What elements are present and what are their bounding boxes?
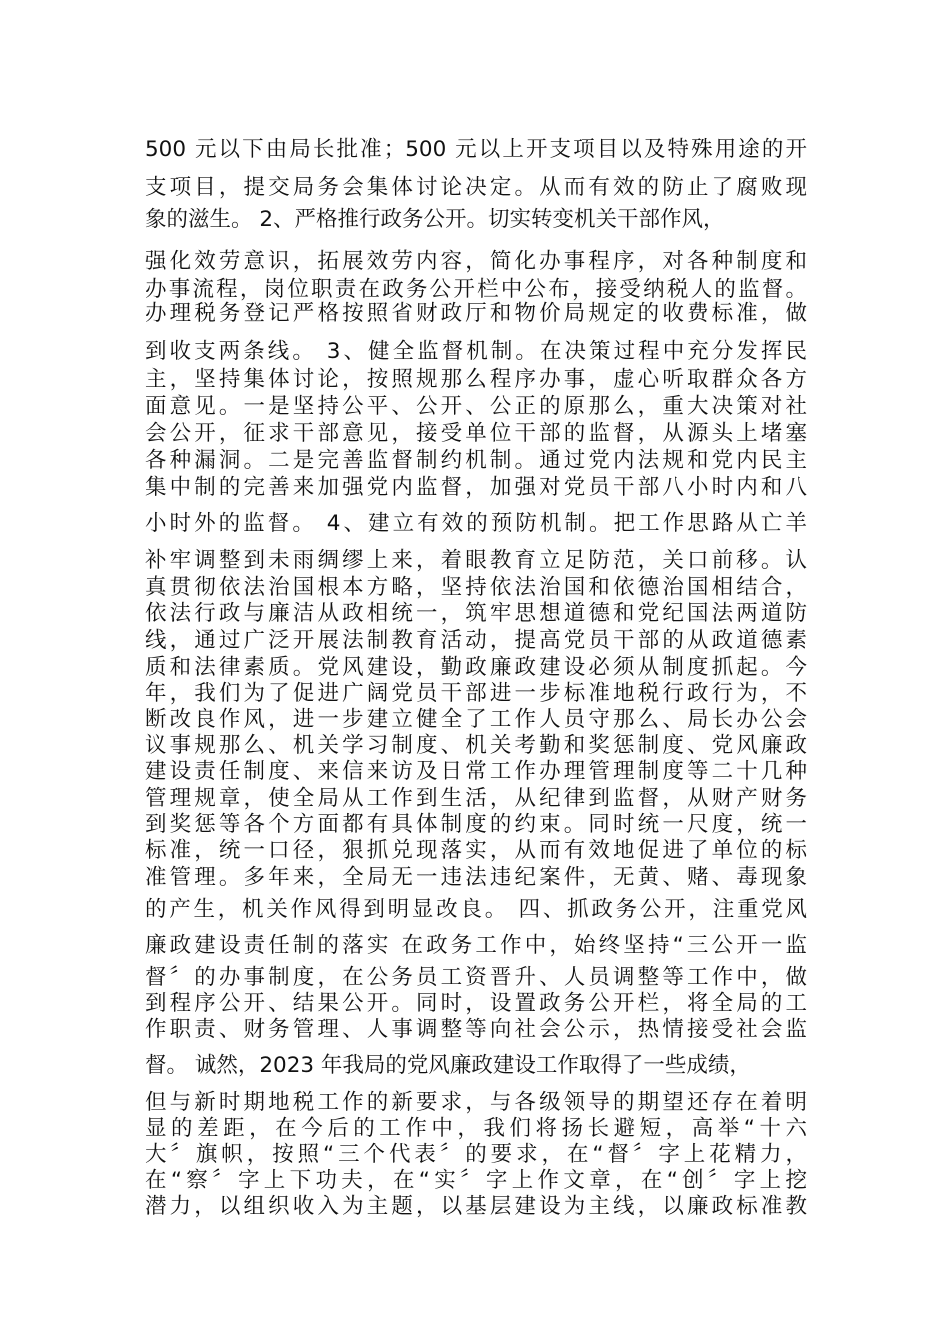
text-line: 办事流程，岗位职责在政务公开栏中公布，接受纳税人的监督。 [145, 277, 807, 302]
text-line: 到程序公开、结果公开。同时，设置政务公开栏，将全局的工 [145, 991, 807, 1016]
text-line: 管理规章，使全局从工作到生活，从纪律到监督，从财产财务 [145, 786, 807, 811]
text-line: 小时外的监督。 4、建立有效的预防机制。把工作思路从亡羊 [145, 511, 807, 536]
text-line: 标准，统一口径，狠抓兑现落实，从而有效地促进了单位的标 [145, 838, 807, 863]
text-line: 督〞的办事制度，在公务员工资晋升、人员调整等工作中，做 [145, 965, 807, 990]
text-line: 建设责任制度、来信来访及日常工作办理管理制度等二十几种 [145, 759, 807, 784]
text-line: 到收支两条线。 3、健全监督机制。在决策过程中充分发挥民 [145, 339, 807, 364]
text-line: 潜力，以组织收入为主题，以基层建设为主线，以廉政标准教 [145, 1194, 807, 1219]
text-line: 大〞旗帜，按照“三个代表〞的要求，在“督〞字上花精力， [145, 1142, 807, 1167]
text-line: 但与新时期地税工作的新要求，与各级领导的期望还存在着明 [145, 1090, 807, 1115]
text-line: 质和法律素质。党风建设，勤政廉政建设必须从制度抓起。今 [145, 655, 807, 680]
text-line: 到奖惩等各个方面都有具体制度的约束。同时统一尺度，统一 [145, 812, 807, 837]
text-line: 强化效劳意识，拓展效劳内容，简化办事程序，对各种制度和 [145, 249, 807, 274]
text-line: 在“察〞字上下功夫，在“实〞字上作文章，在“创〞字上挖 [145, 1168, 807, 1193]
text-line: 面意见。一是坚持公平、公开、公正的原那么，重大决策对社 [145, 394, 807, 419]
text-line: 线，通过广泛开展法制教育活动，提高党员干部的从政道德素 [145, 628, 807, 653]
text-line: 作职责、财务管理、人事调整等向社会公示，热情接受社会监 [145, 1017, 807, 1042]
text-line: 督。 诚然，2023 年我局的党风廉政建设工作取得了一些成绩， [145, 1053, 751, 1078]
text-line: 各种漏洞。二是完善监督制约机制。通过党内法规和党内民主 [145, 448, 807, 473]
text-line: 主，坚持集体讨论，按照规那么程序办事，虚心听取群众各方 [145, 367, 807, 392]
text-line: 500 元以下由局长批准；500 元以上开支项目以及特殊用途的开 [145, 137, 807, 162]
text-line: 议事规那么、机关学习制度、机关考勤和奖惩制度、党风廉政 [145, 733, 807, 758]
text-line: 真贯彻依法治国根本方略，坚持依法治国和依德治国相结合， [145, 575, 807, 600]
text-line: 廉政建设责任制的落实 在政务工作中，始终坚持“三公开一监 [145, 933, 807, 958]
text-line: 年，我们为了促进广阔党员干部进一步标准地税行政行为，不 [145, 681, 807, 706]
text-line: 准管理。多年来，全局无一违法违纪案件，无黄、赌、毒现象 [145, 865, 807, 890]
text-line: 的产生，机关作风得到明显改良。 四、抓政务公开，注重党风 [145, 897, 807, 922]
text-line: 支项目，提交局务会集体讨论决定。从而有效的防止了腐败现 [145, 175, 807, 200]
text-line: 依法行政与廉洁从政相统一，筑牢思想道德和党纪国法两道防 [145, 601, 807, 626]
text-line: 会公开，征求干部意见，接受单位干部的监督，从源头上堵塞 [145, 421, 807, 446]
text-line: 象的滋生。 2、严格推行政务公开。切实转变机关干部作风， [145, 207, 725, 232]
text-line: 办理税务登记严格按照省财政厅和物价局规定的收费标准，做 [145, 301, 807, 326]
text-line: 断改良作风，进一步建立健全了工作人员守那么、局长办公会 [145, 707, 807, 732]
text-line: 显的差距，在今后的工作中，我们将扬长避短，高举“十六 [145, 1116, 807, 1141]
text-line: 集中制的完善来加强党内监督，加强对党员干部八小时内和八 [145, 475, 807, 500]
text-line: 补牢调整到未雨绸缪上来，着眼教育立足防范，关口前移。认 [145, 548, 807, 573]
